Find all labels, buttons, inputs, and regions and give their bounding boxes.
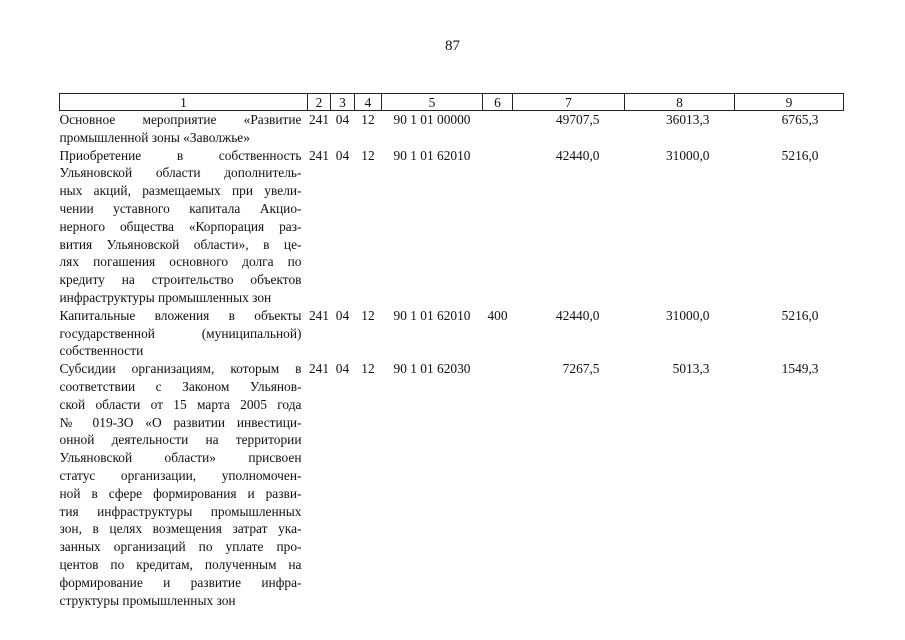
description-line: Приобретение в собственность xyxy=(59,147,302,163)
description-line: собственности xyxy=(59,343,144,359)
cell-col-5: 90 1 01 00000 xyxy=(393,112,471,127)
cell-col-5: 90 1 01 62010 xyxy=(393,147,471,163)
description-line: Субсидии организациям, которым в xyxy=(59,361,302,377)
row-description xyxy=(60,360,308,609)
cell-col-3: 04 xyxy=(335,361,350,377)
cell-col-8: 31000,0 xyxy=(665,147,710,163)
cell-col-7: 42440,0 xyxy=(555,147,600,163)
column-header-2: 2 xyxy=(308,94,331,111)
row-description xyxy=(60,111,308,147)
description-line: нерного общества «Корпорация раз- xyxy=(59,218,302,234)
column-header-4: 4 xyxy=(355,94,382,111)
description-line: центов по кредитам, полученным на xyxy=(59,556,302,572)
cell-col-4: 12 xyxy=(361,361,375,377)
description-line: государственной (муниципальной) xyxy=(59,325,302,341)
cell-col-4: 12 xyxy=(361,147,375,163)
row-description xyxy=(60,147,308,307)
cell-col-2: 241 xyxy=(308,112,330,127)
cell-col-7: 7267,5 xyxy=(562,361,600,377)
description-line: Ульяновской области» присвоен xyxy=(59,450,302,466)
cell-col-9: 6765,3 xyxy=(781,112,819,127)
cell-col-8: 36013,3 xyxy=(665,112,710,127)
description-line: тия инфраструктуры промышленных xyxy=(59,503,302,519)
cell-col-3: 04 xyxy=(335,147,350,163)
description-line: зон, в целях возмещения затрат ука- xyxy=(59,521,302,537)
page-number: 87 xyxy=(445,38,460,54)
description-line: Ульяновской области дополнитель- xyxy=(59,165,302,181)
cell-col-6 xyxy=(483,360,513,609)
column-header-3: 3 xyxy=(331,94,355,111)
description-line: соответствии с Законом Ульянов- xyxy=(59,378,302,394)
description-line: Капитальные вложения в объекты xyxy=(59,307,302,323)
description-line: ской области от 15 марта 2005 года xyxy=(59,396,302,412)
column-header-5: 5 xyxy=(382,94,483,111)
budget-table xyxy=(59,93,844,609)
cell-col-9: 5216,0 xyxy=(781,147,819,163)
description-line: структуры промышленных зон xyxy=(59,592,236,608)
description-line: № 019-ЗО «О развитии инвестици- xyxy=(59,414,302,430)
description-line: онной деятельности на территории xyxy=(59,432,302,448)
header-row xyxy=(60,94,844,111)
description-line: вития Ульяновской области», в це- xyxy=(59,236,302,252)
description-line: инфраструктуры промышленных зон xyxy=(59,289,272,305)
cell-col-2: 241 xyxy=(308,307,330,323)
cell-col-6 xyxy=(483,147,513,307)
cell-col-4: 12 xyxy=(361,307,375,323)
cell-col-5: 90 1 01 62030 xyxy=(393,361,471,377)
row-description xyxy=(60,307,308,360)
cell-col-7: 42440,0 xyxy=(555,307,600,323)
cell-col-8: 31000,0 xyxy=(665,307,710,323)
cell-col-5: 90 1 01 62010 xyxy=(393,307,471,323)
table-row xyxy=(60,147,844,307)
description-line: ной в сфере формирования и разви- xyxy=(59,485,302,501)
table-row xyxy=(60,360,844,609)
description-line: ных акций, размещаемых при увели- xyxy=(59,183,302,199)
cell-col-9: 1549,3 xyxy=(781,361,819,377)
cell-col-8: 5013,3 xyxy=(672,361,710,377)
column-header-6: 6 xyxy=(483,94,513,111)
column-header-8: 8 xyxy=(625,94,735,111)
description-line: кредиту на строительство объектов xyxy=(59,272,302,288)
cell-col-2: 241 xyxy=(308,147,330,163)
description-line: промышленной зоны «Заволжье» xyxy=(59,129,250,145)
table-row xyxy=(60,307,844,360)
table-row xyxy=(60,111,844,147)
cell-col-2: 241 xyxy=(308,361,330,377)
cell-col-6: 400 xyxy=(487,307,508,323)
description-line: статус организации, уполномочен- xyxy=(59,467,302,483)
description-line: чении уставного капитала Акцио- xyxy=(59,200,302,216)
column-header-9: 9 xyxy=(735,94,844,111)
description-line: формирование и развитие инфра- xyxy=(59,574,302,590)
cell-col-3: 04 xyxy=(335,307,350,323)
cell-col-6 xyxy=(483,111,513,147)
cell-col-3: 04 xyxy=(335,112,350,127)
description-line: лях погашения основного долга по xyxy=(59,254,302,270)
cell-col-9: 5216,0 xyxy=(781,307,819,323)
column-header-7: 7 xyxy=(513,94,625,111)
cell-col-4: 12 xyxy=(361,112,375,127)
description-line: занных организаций по уплате про- xyxy=(59,539,302,555)
cell-col-7: 49707,5 xyxy=(555,112,600,127)
column-header-1: 1 xyxy=(60,94,308,111)
description-line: Основное мероприятие «Развитие xyxy=(59,112,302,127)
